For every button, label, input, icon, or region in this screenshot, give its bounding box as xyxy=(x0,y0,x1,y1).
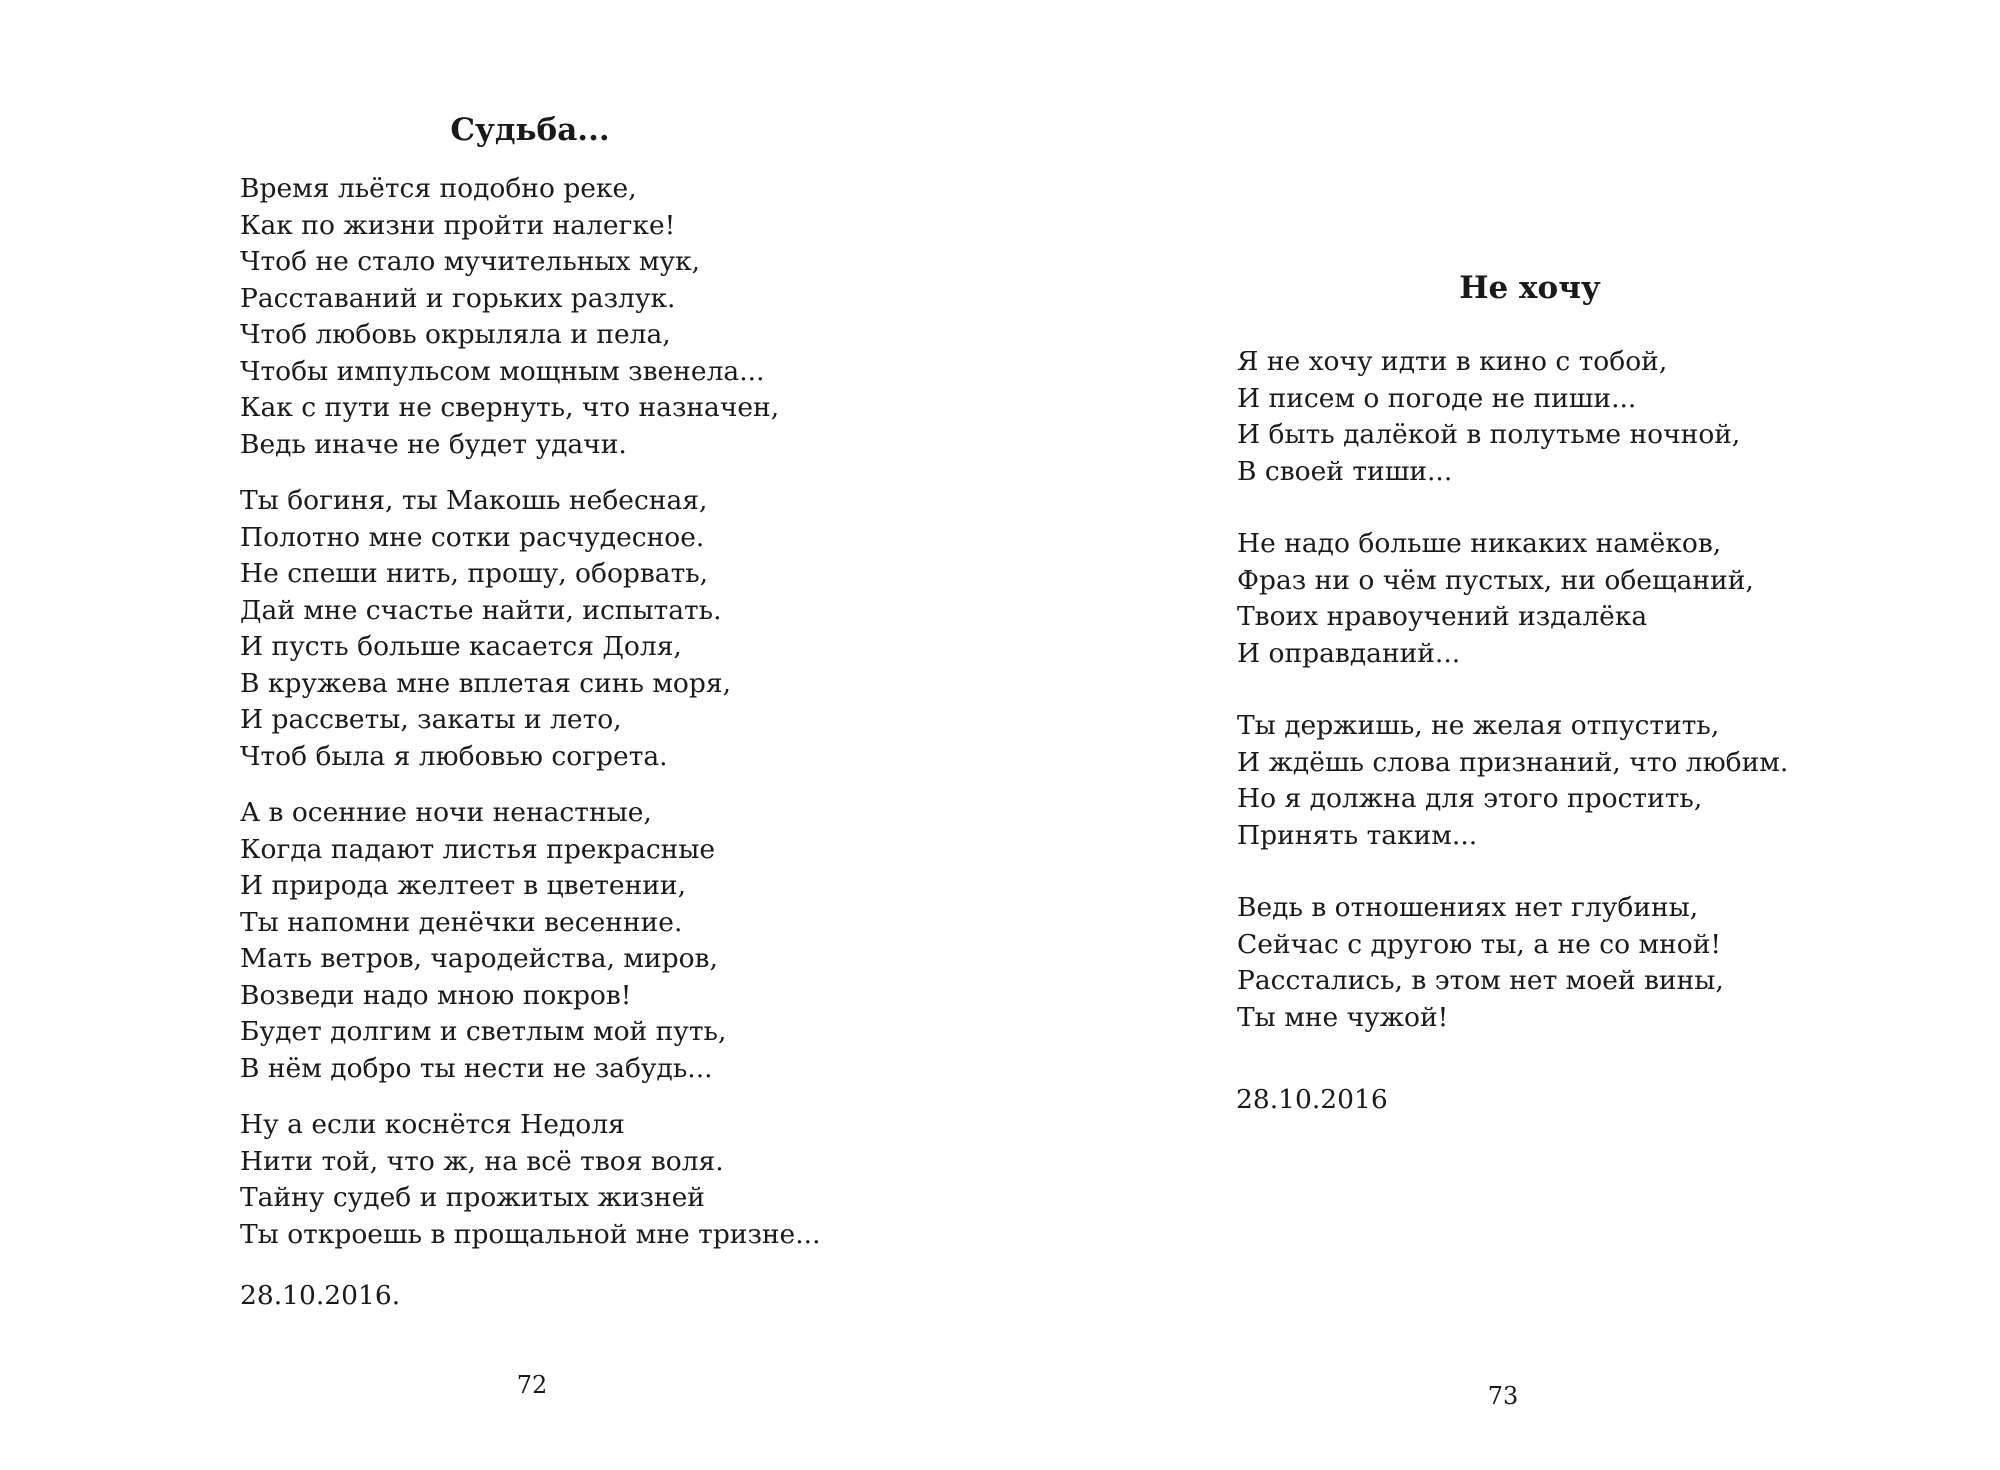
verse-line: А в осенние ночи ненастные, xyxy=(240,797,652,828)
verse-line: Но я должна для этого простить, xyxy=(1237,783,1703,814)
verse-line: Я не хочу идти в кино с тобой, xyxy=(1237,346,1668,377)
poem-title-ne-khochu: Не хочу xyxy=(1459,270,1601,306)
page-number: 72 xyxy=(516,1371,548,1399)
verse-line: Нити той, что ж, на всё твоя воля. xyxy=(240,1145,724,1177)
verse-line: Чтоб любовь окрыляла и пела, xyxy=(240,319,671,350)
verse-line: И быть далёкой в полутьме ночной, xyxy=(1237,419,1741,450)
verse-line: В нём добро ты нести не забудь... xyxy=(240,1052,713,1084)
verse-line: Чтоб не стало мучительных мук, xyxy=(240,246,701,277)
verse-line: И оправданий... xyxy=(1237,637,1461,669)
verse-line: Ведь иначе не будет удачи. xyxy=(240,428,627,460)
verse-line: Чтобы импульсом мощным звенела... xyxy=(240,355,765,387)
verse-line: Не надо больше никаких намёков, xyxy=(1237,528,1722,559)
verse-line: Ты держишь, не желая отпустить, xyxy=(1237,710,1720,741)
poem-title-sudba: Судьба... xyxy=(450,112,610,148)
verse-line: Тайну судеб и прожитых жизней xyxy=(240,1182,705,1213)
verse-line: Сейчас с другою ты, а не со мной! xyxy=(1237,928,1722,960)
stanza xyxy=(240,1107,821,1253)
verse-line: Полотно мне сотки расчудесное. xyxy=(240,521,705,553)
poem-body-sudba xyxy=(240,171,821,1253)
stanza xyxy=(1237,344,1788,490)
verse-line: Расставаний и горьких разлук. xyxy=(240,282,676,314)
verse-line: Ведь в отношениях нет глубины, xyxy=(1237,892,1699,923)
verse-line: Чтоб была я любовью согрета. xyxy=(240,740,668,772)
poem-date: 28.10.2016 xyxy=(1236,1084,1388,1115)
stanza xyxy=(1237,708,1788,854)
stanza xyxy=(1237,526,1788,672)
verse-line: Мать ветров, чародейства, миров, xyxy=(240,943,718,974)
verse-line: В кружева мне вплетая синь моря, xyxy=(240,667,731,699)
verse-line: Время льётся подобно реке, xyxy=(240,173,637,204)
verse-line: Ты откроешь в прощальной мне тризне... xyxy=(240,1218,821,1250)
verse-line: Как с пути не свернуть, что назначен, xyxy=(240,392,780,423)
verse-line: И рассветы, закаты и лето, xyxy=(240,704,622,735)
verse-line: Фраз ни о чём пустых, ни обещаний, xyxy=(1237,564,1754,596)
verse-line: И пусть больше касается Доля, xyxy=(240,631,682,662)
verse-line: И природа желтеет в цветении, xyxy=(240,870,687,901)
verse-line: Когда падают листья прекрасные xyxy=(240,833,716,865)
verse-line: В своей тиши... xyxy=(1237,455,1453,487)
verse-line: Расстались, в этом нет моей вины, xyxy=(1237,965,1724,996)
verse-line: Ну а если коснётся Недоля xyxy=(240,1109,625,1140)
stanza xyxy=(1237,890,1788,1036)
stanza xyxy=(240,795,821,1087)
verse-line: И писем о погоде не пиши... xyxy=(1237,382,1637,414)
stanza xyxy=(240,483,821,775)
verse-line: Как по жизни пройти налегке! xyxy=(240,209,676,241)
verse-line: Не спеши нить, прошу, оборвать, xyxy=(240,558,709,589)
right-page xyxy=(1000,0,2000,1470)
verse-line: Ты мне чужой! xyxy=(1237,1001,1449,1033)
verse-line: И ждёшь слова признаний, что любим. xyxy=(1237,746,1789,778)
page-number: 73 xyxy=(1487,1382,1519,1410)
poem-body-ne-khochu xyxy=(1237,344,1788,1036)
verse-line: Ты богиня, ты Макошь небесная, xyxy=(240,485,708,516)
verse-line: Дай мне счастье найти, испытать. xyxy=(240,594,722,626)
verse-line: Ты напомни денёчки весенние. xyxy=(240,906,683,938)
verse-line: Принять таким... xyxy=(1237,819,1478,851)
verse-line: Будет долгим и светлым мой путь, xyxy=(240,1016,727,1047)
verse-line: Твоих нравоучений издалёка xyxy=(1237,601,1648,632)
poem-date: 28.10.2016. xyxy=(240,1280,401,1311)
verse-line: Возведи надо мною покров! xyxy=(240,979,632,1011)
stanza xyxy=(240,171,821,463)
